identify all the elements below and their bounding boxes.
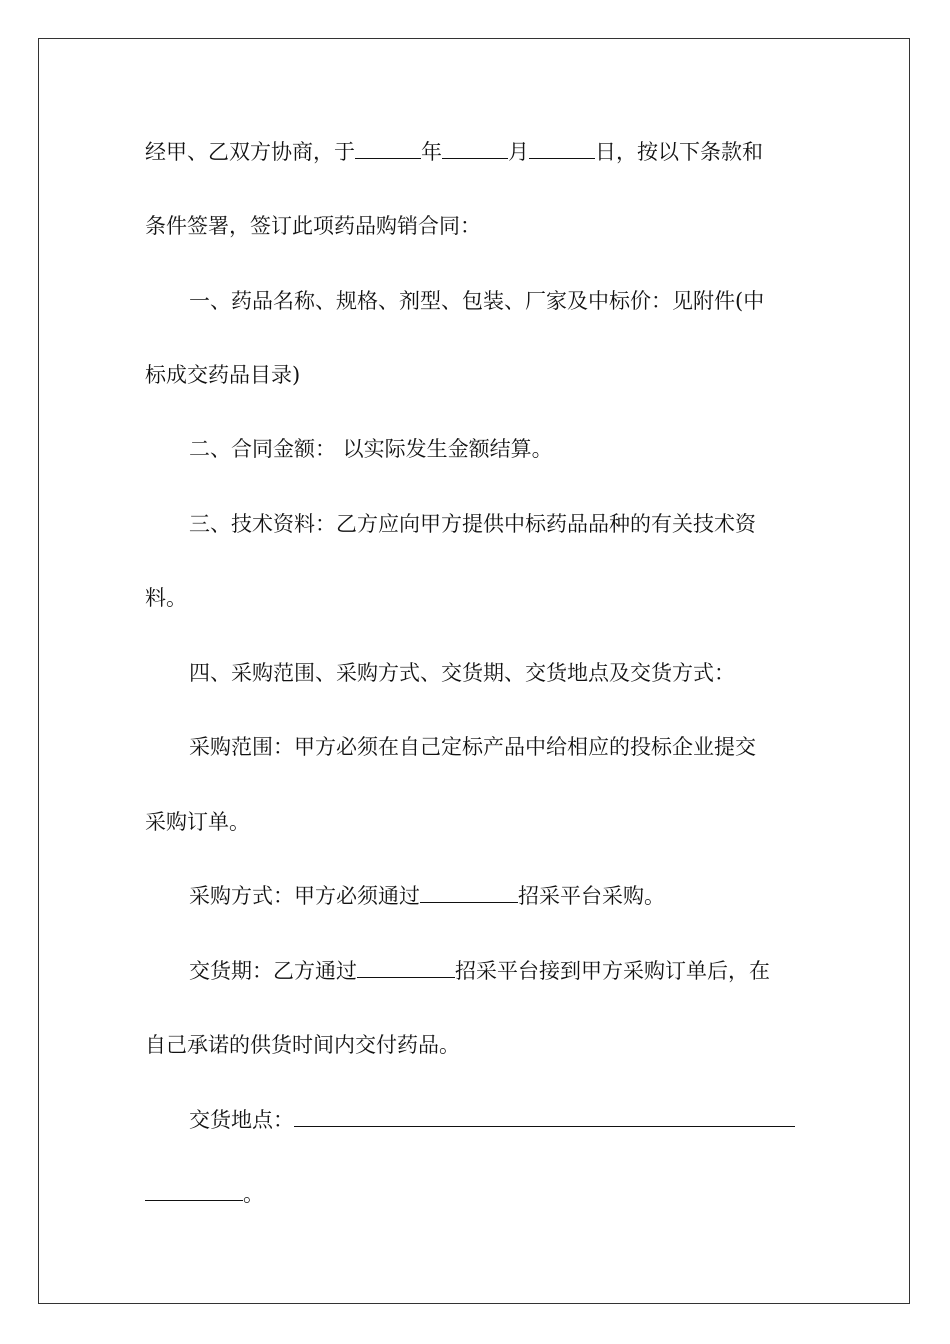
paragraph-line: 条件签署，签订此项药品购销合同： (145, 214, 481, 238)
paragraph-line: 经甲、乙双方协商，于 年 月 日，按以下条款和 (145, 140, 763, 164)
purchase-method-line: 采购方式：甲方必须通过 招采平台采购。 (189, 884, 665, 908)
blank-day-field (529, 138, 595, 159)
clause-1-heading: 一、药品名称、规格、剂型、包装、厂家及中标价：见附件(中 (189, 289, 765, 313)
delivery-location-line: 交货地点： (189, 1105, 795, 1135)
blank-month-field (442, 138, 508, 159)
paragraph-line: 自己承诺的供货时间内交付药品。 (145, 1033, 460, 1057)
blank-location-continued-field (145, 1180, 243, 1201)
blank-platform-field (420, 882, 518, 903)
paragraph-line: 料。 (145, 586, 187, 610)
blank-platform-field (357, 957, 455, 978)
delivery-period-line: 交货期：乙方通过 招采平台接到甲方采购订单后，在 (189, 959, 770, 983)
paragraph-line: 采购订单。 (145, 810, 250, 834)
blank-year-field (355, 138, 421, 159)
paragraph-line: 。 (145, 1179, 264, 1209)
purchase-scope-line: 采购范围：甲方必须在自己定标产品中给相应的投标企业提交 (189, 735, 756, 759)
clause-4-heading: 四、采购范围、采购方式、交货期、交货地点及交货方式： (189, 661, 735, 685)
clause-2-heading: 二、合同金额： 以实际发生金额结算。 (189, 437, 553, 461)
paragraph-line: 标成交药品目录) (145, 363, 301, 387)
clause-3-heading: 三、技术资料：乙方应向甲方提供中标药品品种的有关技术资 (189, 512, 756, 536)
blank-location-field (294, 1106, 795, 1127)
